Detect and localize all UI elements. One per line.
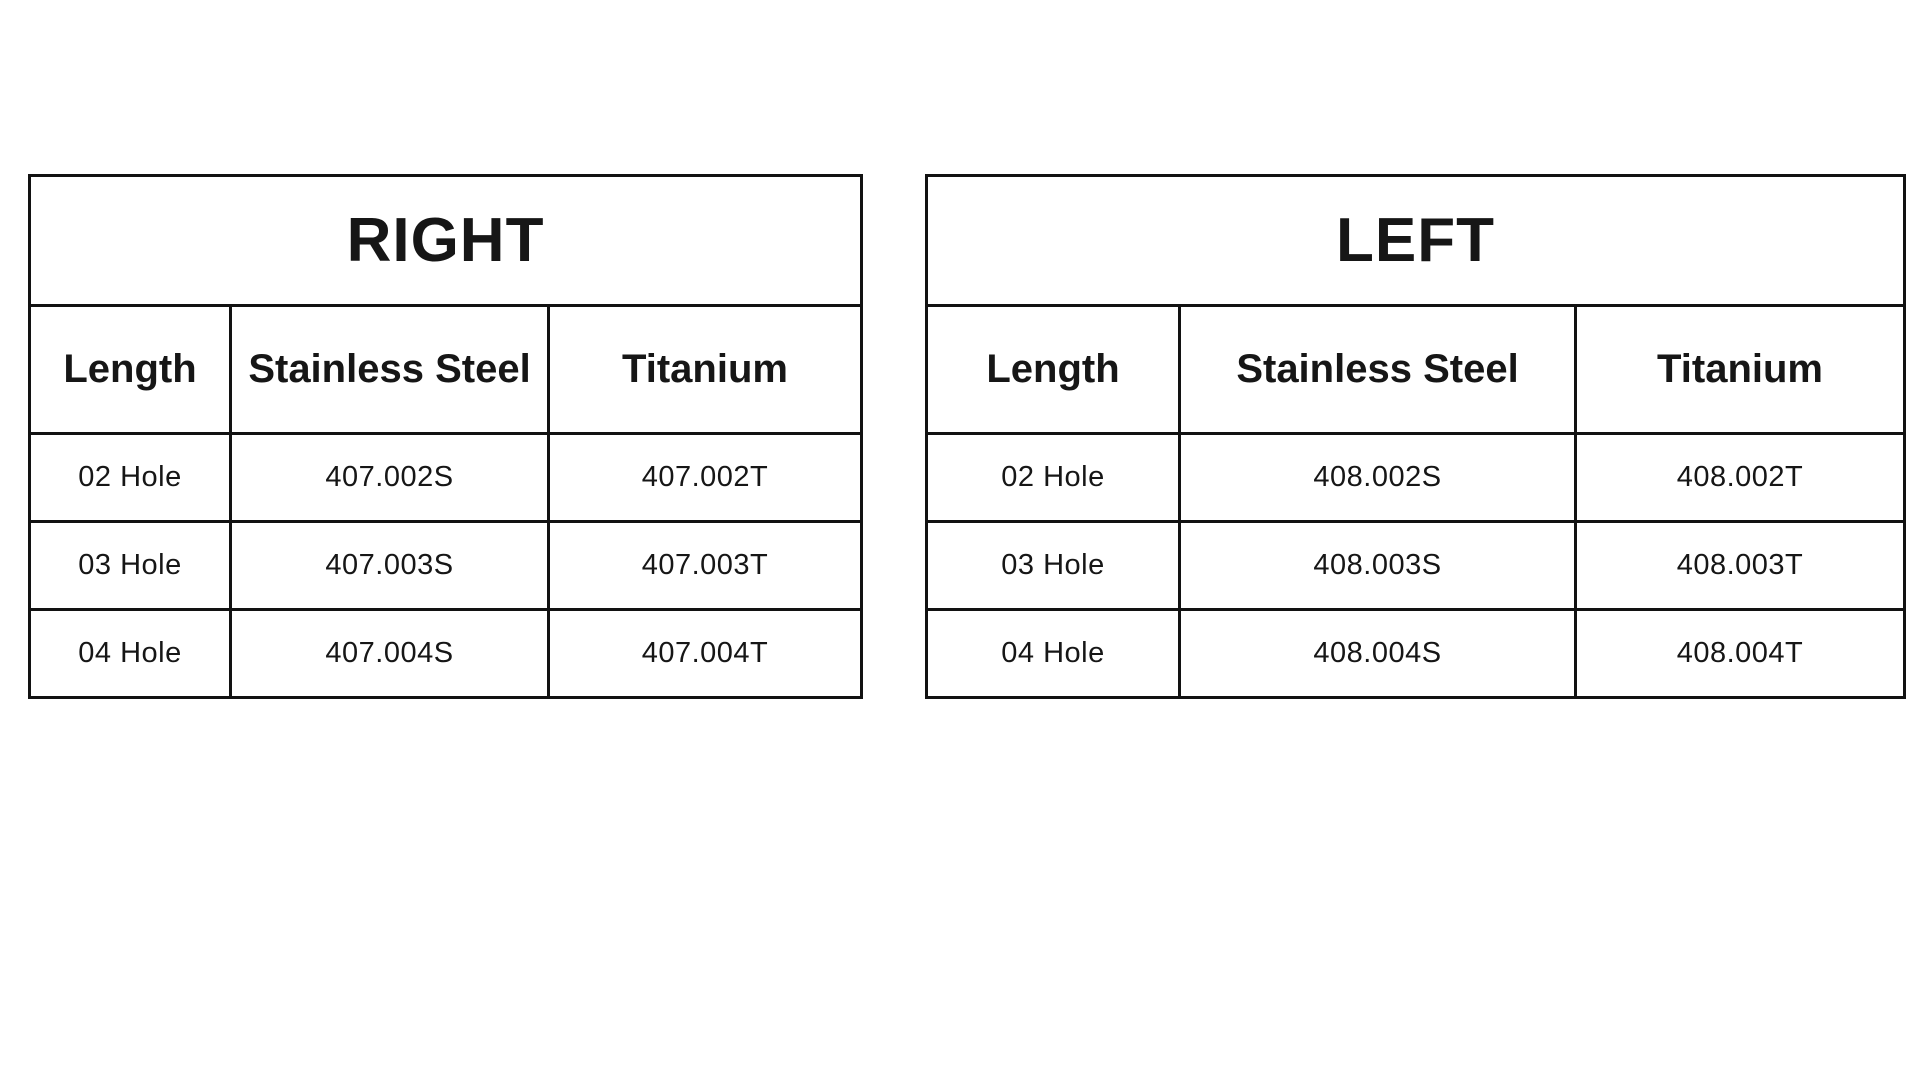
column-header-titanium: Titanium <box>549 306 862 434</box>
column-header-stainless-steel: Stainless Steel <box>1180 306 1576 434</box>
right-parts-table <box>28 174 863 699</box>
length-cell: 03 Hole <box>30 522 231 610</box>
table-header-row <box>30 306 862 434</box>
table-row <box>30 434 862 522</box>
length-cell: 04 Hole <box>30 610 231 698</box>
table-row <box>927 610 1905 698</box>
stainless-steel-part-cell: 408.003S <box>1180 522 1576 610</box>
stainless-steel-part-cell: 407.003S <box>231 522 549 610</box>
column-header-length: Length <box>30 306 231 434</box>
table-title-row <box>30 176 862 306</box>
stainless-steel-part-cell: 408.004S <box>1180 610 1576 698</box>
titanium-part-cell: 407.003T <box>549 522 862 610</box>
table-header-row <box>927 306 1905 434</box>
column-header-length: Length <box>927 306 1180 434</box>
length-cell: 02 Hole <box>927 434 1180 522</box>
table-row <box>927 434 1905 522</box>
table-title-row <box>927 176 1905 306</box>
column-header-titanium: Titanium <box>1576 306 1905 434</box>
titanium-part-cell: 407.004T <box>549 610 862 698</box>
left-parts-table <box>925 174 1906 699</box>
table-row <box>30 610 862 698</box>
table-title: RIGHT <box>30 176 862 306</box>
length-cell: 03 Hole <box>927 522 1180 610</box>
titanium-part-cell: 408.002T <box>1576 434 1905 522</box>
stainless-steel-part-cell: 407.004S <box>231 610 549 698</box>
stainless-steel-part-cell: 407.002S <box>231 434 549 522</box>
stainless-steel-part-cell: 408.002S <box>1180 434 1576 522</box>
length-cell: 02 Hole <box>30 434 231 522</box>
table-title: LEFT <box>927 176 1905 306</box>
titanium-part-cell: 407.002T <box>549 434 862 522</box>
titanium-part-cell: 408.004T <box>1576 610 1905 698</box>
table-row <box>927 522 1905 610</box>
titanium-part-cell: 408.003T <box>1576 522 1905 610</box>
table-row <box>30 522 862 610</box>
length-cell: 04 Hole <box>927 610 1180 698</box>
column-header-stainless-steel: Stainless Steel <box>231 306 549 434</box>
